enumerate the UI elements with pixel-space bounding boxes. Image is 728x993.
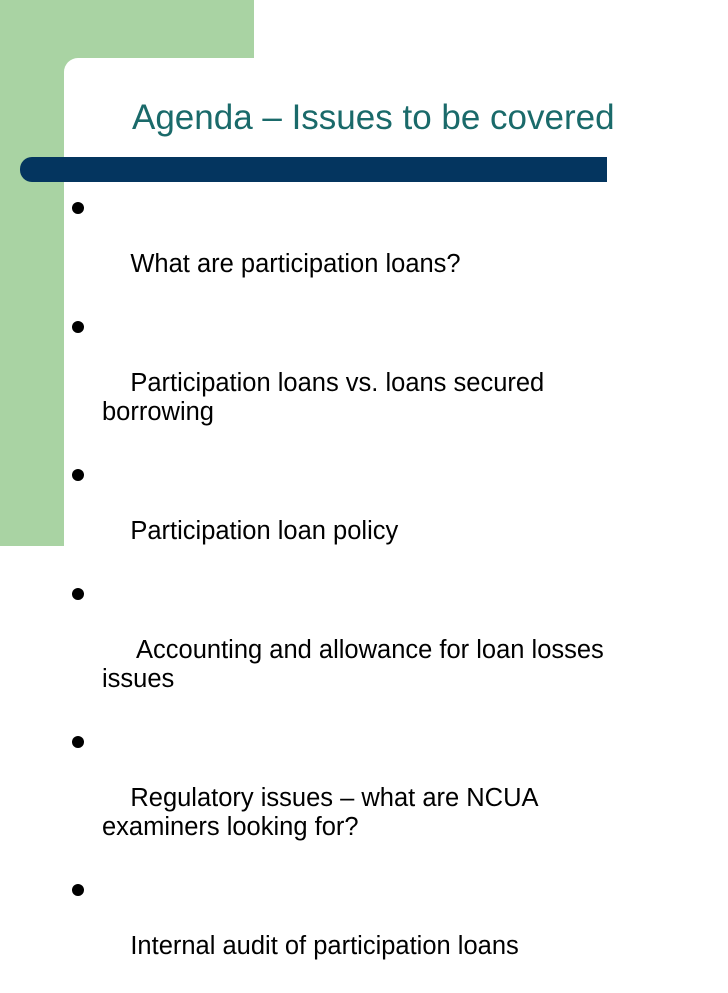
bullet-text: Regulatory issues – what are NCUA examiners looking for? [102,784,539,841]
slide-title: Agenda – Issues to be covered [132,98,615,137]
bullet-text: What are participation loans? [130,250,461,278]
bullet-dot-icon [72,736,84,748]
bullet-text: Participation loans vs. loans secured borrowing [102,369,545,426]
bullet-dot-icon [72,884,84,896]
bullet-item [72,874,722,990]
bullet-dot-icon [72,588,84,600]
bullet-dot-icon [72,469,84,481]
bullet-dot-icon [72,202,84,214]
bullet-dot-icon [72,321,84,333]
bullet-item [72,726,722,871]
agenda-bullet-list [72,192,722,993]
title-underline-bar [20,157,607,182]
bullet-item [72,192,722,308]
bullet-text: Participation loan policy [130,517,399,545]
bullet-text: Accounting and allowance for loan losses issues [102,636,604,693]
bullet-item [72,459,722,575]
bullet-item [72,311,722,456]
bullet-item [72,578,722,723]
bullet-text: Internal audit of participation loans [130,932,519,960]
